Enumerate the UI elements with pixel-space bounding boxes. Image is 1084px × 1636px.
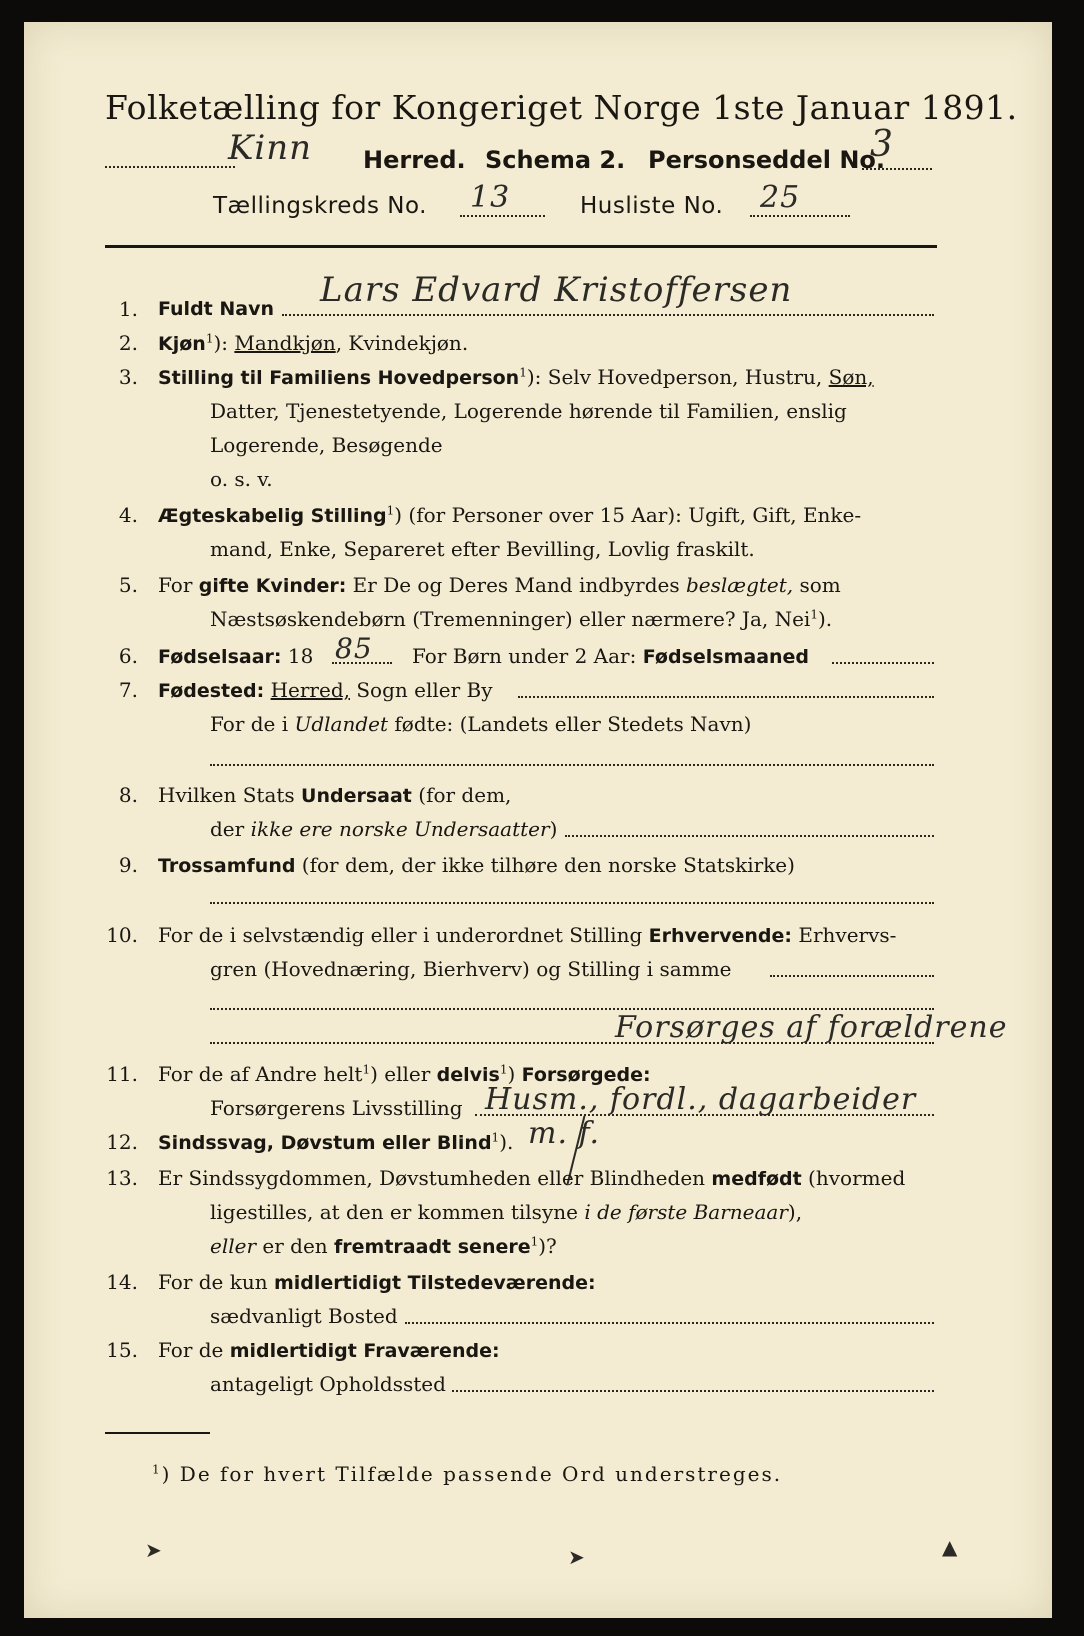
herred-dotted-line [105, 166, 235, 168]
footnote-sup: 1 [152, 1462, 162, 1477]
q8-dotted-line [565, 835, 934, 837]
q10-line1 [158, 923, 896, 947]
q11-sup-a: 1 [362, 1062, 371, 1077]
q8-line2-italic: ikke ere norske Undersaatter [250, 817, 550, 841]
q7-line2 [210, 712, 751, 736]
q5-sup: 1 [810, 607, 818, 622]
q13-sup: 1 [530, 1234, 539, 1249]
q6-label: Fødselsaar: [158, 646, 282, 668]
q12-label: Sindssvag, Døvstum eller Blind [158, 1132, 492, 1154]
q3-line3: Logerende, Besøgende [210, 433, 443, 457]
herred-handwritten: Kinn [228, 128, 313, 168]
q9-dotted-line [210, 902, 934, 904]
q8-line2 [210, 817, 557, 841]
q6-year-handwritten: 85 [335, 632, 373, 665]
q3-number: 3. [118, 365, 138, 389]
q10-line1-b: Erhvervs- [792, 923, 897, 947]
q14-number: 14. [106, 1270, 138, 1294]
personseddel-handwritten: 3 [870, 124, 894, 165]
q14-line1 [158, 1270, 596, 1294]
q8-number: 8. [118, 783, 138, 807]
q5-line2-text: Næstsøskendebørn (Tremenninger) eller nærmere? Ja, Nei [210, 607, 811, 631]
q11-line1-a: For de af Andre helt [158, 1062, 363, 1086]
q4-number: 4. [118, 503, 138, 527]
q2-sup: 1 [205, 331, 214, 346]
q5-line1-b: som [793, 573, 841, 597]
q13-line2-a: ligestilles, at den er kommen tilsyne [210, 1200, 585, 1224]
printer-mark-center: ➤ [568, 1545, 585, 1569]
q15-number: 15. [106, 1338, 138, 1362]
personseddel-label: Personseddel No. [648, 146, 886, 174]
q12-handwritten: m. f. [528, 1116, 601, 1151]
q3-line2: Datter, Tjenestetyende, Logerende hørende til Familien, enslig [210, 399, 847, 423]
kreds-handwritten: 13 [470, 180, 511, 215]
q14-line2: sædvanligt Bosted [210, 1304, 398, 1328]
q5-line1 [158, 573, 841, 597]
q9-line1 [158, 853, 795, 877]
personseddel-dotted-line [862, 168, 932, 170]
q9-number: 9. [118, 853, 138, 877]
q13-line2-b: ), [787, 1200, 803, 1224]
q9-label: Trossamfund [158, 855, 296, 877]
q11-handwritten: Husm., fordl., dagarbeider [485, 1082, 917, 1117]
q4-line1-rest: ) (for Personer over 15 Aar): Ugift, Gift, Enke- [394, 503, 862, 527]
q3-line4: o. s. v. [210, 467, 273, 491]
q14-dotted-line [405, 1322, 934, 1324]
q8-line1-b: (for dem, [411, 783, 512, 807]
husliste-label: Husliste No. [580, 193, 724, 219]
q10-dotted-line-a [770, 975, 934, 977]
footnote [152, 1462, 782, 1486]
q11-line1-c: ) [507, 1062, 522, 1086]
q7-dotted-line [518, 696, 934, 698]
q13-line3 [210, 1234, 557, 1258]
q10-label: Erhvervende: [648, 925, 793, 947]
q10-handwritten: Forsørges af forældrene [615, 1010, 1008, 1045]
q13-line1-a: Er Sindssygdommen, Døvstumheden eller Blindheden [158, 1166, 712, 1190]
q12-close: ). [499, 1130, 514, 1154]
printer-mark-right: ▲ [942, 1535, 958, 1559]
printer-mark-left: ➤ [145, 1538, 162, 1562]
header-rule [105, 245, 937, 248]
q11-line1-b: ) eller [370, 1062, 437, 1086]
kreds-dotted-line [460, 215, 545, 217]
q4-line2: mand, Enke, Separeret efter Bevilling, Lovlig fraskilt. [210, 537, 755, 561]
q11-line2: Forsørgerens Livsstilling [210, 1096, 463, 1120]
q5-label: gifte Kvinder: [198, 575, 347, 597]
q12-sup: 1 [491, 1130, 500, 1145]
q6-label2: Fødselsmaaned [642, 646, 810, 668]
q6-number: 6. [118, 644, 138, 668]
q9-rest: (for dem, der ikke tilhøre den norske Statskirke) [295, 853, 795, 877]
q5-pre: For [158, 573, 199, 597]
q15-dotted-line [452, 1390, 934, 1392]
q2-colon: ): [213, 331, 229, 355]
q1-dotted-line [282, 314, 934, 316]
q1-name-handwritten: Lars Edvard Kristoffersen [320, 270, 793, 310]
q13-line3-a: er den [256, 1234, 335, 1258]
q2-rest: , Kvindekjøn. [335, 331, 469, 355]
footnote-text: ) De for hvert Tilfælde passende Ord understreges. [161, 1462, 783, 1486]
q7-label: Fødested: [158, 680, 265, 702]
q6-line [158, 644, 313, 668]
q11-sup-b: 1 [499, 1062, 508, 1077]
q13-number: 13. [106, 1166, 138, 1190]
q13-line1-b: (hvormed [801, 1166, 906, 1190]
q8-line2-a: der [210, 817, 251, 841]
q13-label: medfødt [711, 1168, 802, 1190]
q4-sup: 1 [386, 503, 395, 518]
form-title: Folketælling for Kongeriget Norge 1ste Januar 1891. [105, 88, 1018, 127]
q1-label: Fuldt Navn [158, 298, 275, 320]
schema-label: Schema 2. [485, 146, 626, 174]
q6-mid: For Børn under 2 Aar: [412, 644, 643, 668]
q11-label: Forsørgede: [521, 1064, 651, 1086]
q7-line2-italic: Udlandet [294, 712, 389, 736]
q7-rest: Sogn eller By [350, 678, 493, 702]
q3-option-son: Søn, [828, 365, 874, 389]
q7-line2-a: For de i [210, 712, 295, 736]
q7-option-herred: Herred, [270, 678, 350, 702]
kreds-label: Tællingskreds No. [213, 193, 427, 219]
q3-label: Stilling til Familiens Hovedperson [158, 367, 520, 389]
q5-line1-a: Er De og Deres Mand indbyrdes [346, 573, 686, 597]
q12-number: 12. [106, 1130, 138, 1154]
q14-label: midlertidigt Tilstedeværende: [273, 1272, 596, 1294]
q8-label: Undersaat [301, 785, 412, 807]
q14-line1-a: For de kun [158, 1270, 274, 1294]
q2-number: 2. [118, 331, 138, 355]
q7-number: 7. [118, 678, 138, 702]
q2-option-mandkjon: Mandkjøn [234, 331, 336, 355]
q8-line1-a: Hvilken Stats [158, 783, 302, 807]
q7-line2-b: fødte: (Landets eller Stedets Navn) [388, 712, 752, 736]
q8-line1 [158, 783, 511, 807]
q2-line [158, 331, 468, 355]
q3-line1 [158, 365, 874, 389]
footnote-rule [105, 1432, 210, 1434]
q10-number: 10. [106, 923, 138, 947]
q13-line3-italic: eller [210, 1234, 257, 1258]
q13-line1 [158, 1166, 905, 1190]
q5-line2: Næstsøskendebørn (Tremenninger) eller nærmere? Ja, Nei$^1$). [210, 607, 833, 631]
q6-prefix: 18 [281, 644, 314, 668]
q13-line2 [210, 1200, 802, 1224]
herred-label: Herred. [363, 146, 466, 174]
q2-label: Kjøn [158, 333, 206, 355]
q7-foreign-dotted-line [210, 764, 934, 766]
q4-line1 [158, 503, 861, 527]
q10-line1-a: For de i selvstændig eller i underordnet Stilling [158, 923, 649, 947]
q15-line2: antageligt Opholdssted [210, 1372, 446, 1396]
husliste-handwritten: 25 [760, 180, 801, 215]
q11-delvis: delvis [436, 1064, 500, 1086]
q15-line1-a: For de [158, 1338, 230, 1362]
q15-label: midlertidigt Fraværende: [229, 1340, 500, 1362]
q5-number: 5. [118, 573, 138, 597]
q4-label: Ægteskabelig Stilling [158, 505, 387, 527]
q13-label2: fremtraadt senere [334, 1236, 531, 1258]
q13-line2-italic: i de første Barneaar [584, 1200, 788, 1224]
q3-line1-rest: ): Selv Hovedperson, Hustru, [526, 365, 823, 389]
q7-line1 [158, 678, 493, 702]
q10-line2: gren (Hovednæring, Bierhverv) og Stilling i samme [210, 957, 732, 981]
q8-line2-b: ) [549, 817, 558, 841]
q3-sup: 1 [519, 365, 527, 380]
q13-line3-b: )? [538, 1234, 557, 1258]
q1-number: 1. [118, 297, 138, 321]
q5-line1-italic: beslægtet, [685, 573, 794, 597]
q6-month-dotted-line [832, 662, 934, 664]
q12-line [158, 1130, 513, 1154]
q11-number: 11. [106, 1062, 138, 1086]
q6-line-mid [412, 644, 809, 668]
q15-line1 [158, 1338, 500, 1362]
husliste-dotted-line [750, 215, 850, 217]
